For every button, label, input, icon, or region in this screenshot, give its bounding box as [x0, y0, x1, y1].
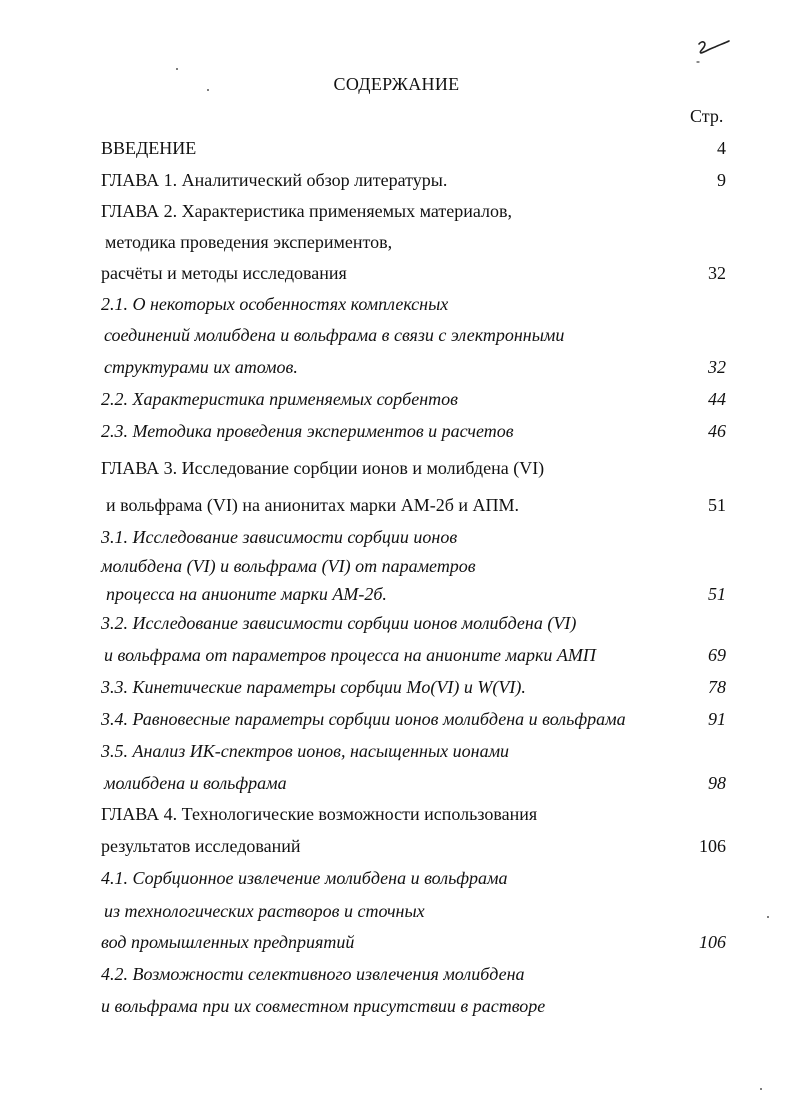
page-column-header: Стр. — [690, 106, 724, 126]
toc-entry-text: ГЛАВА 4. Технологические возможности использования — [101, 804, 538, 824]
toc-entry-text: 3.4. Равновесные параметры сорбции ионов молибдена и вольфрама — [101, 709, 626, 729]
toc-entry — [0, 525, 793, 549]
toc-entry-page: 51 — [708, 495, 726, 515]
toc-entry — [0, 866, 793, 890]
toc-entry — [0, 707, 793, 731]
toc-entry-text: ГЛАВА 2. Характеристика применяемых материалов, — [101, 201, 512, 221]
toc-entry-text: и вольфрама от параметров процесса на анионите марки АМП — [104, 645, 596, 665]
toc-entry-page: 69 — [708, 645, 726, 665]
speck — [176, 68, 178, 70]
toc-entry-page: 9 — [717, 170, 726, 190]
toc-entry-text: 2.3. Методика проведения экспериментов и расчетов — [101, 421, 514, 441]
toc-entry — [0, 554, 793, 578]
toc-entry — [0, 611, 793, 635]
handwritten-page-mark — [693, 36, 733, 70]
toc-entry-page: 51 — [708, 584, 726, 604]
toc-entry — [0, 230, 793, 254]
toc-entry-text: расчёты и методы исследования — [101, 263, 347, 283]
toc-entry-text: молибдена (VI) и вольфрама (VI) от параметров — [101, 556, 476, 576]
toc-entry-text: молибдена и вольфрама — [104, 773, 287, 793]
toc-entry-page: 44 — [708, 389, 726, 409]
toc-entry-text: вод промышленных предприятий — [101, 932, 355, 952]
page-title: СОДЕРЖАНИЕ — [333, 74, 460, 94]
toc-entry-page: 106 — [699, 836, 726, 856]
toc-entry-page: 78 — [708, 677, 726, 697]
toc-entry — [0, 292, 793, 316]
toc-entry-text: процесса на анионите марки АМ-2б. — [106, 584, 387, 604]
toc-entry — [0, 456, 793, 480]
toc-entry — [0, 323, 793, 347]
toc-entry-text: 3.3. Кинетические параметры сорбции Mo(VI) и W(VI). — [101, 677, 526, 697]
toc-entry — [0, 168, 793, 192]
toc-entry — [0, 930, 793, 954]
toc-entry-text: ГЛАВА 1. Аналитический обзор литературы. — [101, 170, 448, 190]
toc-entry-text: 2.2. Характеристика применяемых сорбентов — [101, 389, 458, 409]
toc-entry — [0, 739, 793, 763]
toc-entry — [0, 802, 793, 826]
toc-entry-text: 3.1. Исследование зависимости сорбции ионов — [101, 527, 458, 547]
toc-entry-page: 32 — [708, 263, 726, 283]
toc-entry-text: 3.5. Анализ ИК-спектров ионов, насыщенных ионами — [101, 741, 510, 761]
toc-entry-text: ГЛАВА 3. Исследование сорбции ионов и молибдена (VI) — [101, 458, 545, 478]
toc-entry — [0, 771, 793, 795]
toc-entry-page: 98 — [708, 773, 726, 793]
toc-entry-page: 46 — [708, 421, 726, 441]
toc-entry-text: 2.1. О некоторых особенностях комплексных — [101, 294, 449, 314]
toc-entry — [0, 675, 793, 699]
toc-entry — [0, 419, 793, 443]
toc-entry — [0, 582, 793, 606]
toc-entry-text: методика проведения экспериментов, — [105, 232, 393, 252]
toc-entry-text: 4.1. Сорбционное извлечение молибдена и вольфрама — [101, 868, 508, 888]
toc-entry — [0, 899, 793, 923]
toc-entry-text: и вольфрама при их совместном присутствии в растворе — [101, 996, 546, 1016]
toc-entry-text: и вольфрама (VI) на анионитах марки АМ-2б и АПМ. — [106, 495, 519, 515]
toc-entry — [0, 643, 793, 667]
toc-entry-page: 106 — [699, 932, 726, 952]
toc-entry — [0, 355, 793, 379]
speck — [760, 1088, 762, 1090]
toc-entry-text: 3.2. Исследование зависимости сорбции ионов молибдена (VI) — [101, 613, 577, 633]
toc-entry-text: из технологических растворов и сточных — [104, 901, 425, 921]
toc-entry — [0, 962, 793, 986]
toc-entry — [0, 199, 793, 223]
toc-entry-page: 32 — [708, 357, 726, 377]
toc-entry-text: результатов исследований — [101, 836, 301, 856]
toc-entry — [0, 387, 793, 411]
toc-entry — [0, 493, 793, 517]
toc-entry-text: ВВЕДЕНИЕ — [101, 138, 197, 158]
toc-entry — [0, 261, 793, 285]
toc-entry-page: 4 — [717, 138, 726, 158]
toc-entry-text: структурами их атомов. — [104, 357, 298, 377]
toc-entry-text: соединений молибдена и вольфрама в связи с электронными — [104, 325, 565, 345]
toc-entry — [0, 994, 793, 1018]
toc-entry — [0, 136, 793, 160]
toc-entry-text: 4.2. Возможности селективного извлечения молибдена — [101, 964, 525, 984]
toc-entry-page: 91 — [708, 709, 726, 729]
toc-entry — [0, 834, 793, 858]
